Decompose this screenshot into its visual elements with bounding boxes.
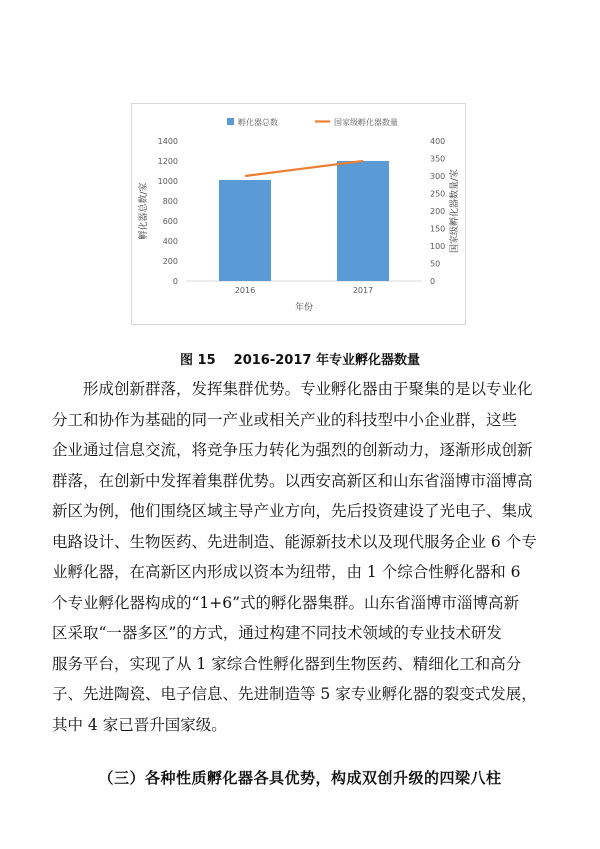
y-tick-label: 600 — [162, 217, 178, 226]
legend-label-bar: 孵化器总数 — [238, 118, 278, 127]
bar-2017 — [337, 161, 389, 281]
paragraph-line: 区采取“一器多区”的方式，通过构建不同技术领域的专业技术研发 — [52, 624, 502, 642]
section-heading: （三）各种性质孵化器各具优势，构成双创升级的四梁八柱 — [98, 769, 502, 787]
y2-tick-label: 50 — [430, 259, 441, 269]
paragraph-line: 服务平台，实现了从 1 家综合性孵化器到生物医药、精细化工和高分 — [52, 654, 522, 673]
y2-tick-label: 100 — [430, 242, 446, 251]
legend-swatch-bar — [227, 118, 234, 125]
legend-label-line: 国家级孵化器数量 — [334, 118, 398, 127]
figure-caption-number: 图 15 — [180, 353, 216, 368]
figure-caption — [0, 349, 600, 368]
paragraph-line: 业孵化器，在高新区内形成以资本为纽带，由 1 个综合性孵化器和 6 — [52, 563, 521, 581]
y2-tick-label: 150 — [430, 224, 446, 234]
paragraph-line: 个专业孵化器构成的“1+6”式的孵化器集群。山东省淄博市淄博高新 — [52, 593, 520, 612]
y2-tick-label: 350 — [430, 154, 446, 164]
body-paragraph — [52, 374, 552, 740]
paragraph-line: 企业通过信息交流，将竞争压力转化为强烈的创新动力，逐渐形成创新 — [52, 441, 533, 459]
y-axis-title: 孵化器总数/家 — [139, 182, 149, 240]
y2-tick-label: 250 — [430, 189, 446, 199]
paragraph-line: 分工和协作为基础的同一产业或相关产业的科技型中小企业群，这些 — [52, 410, 518, 429]
y2-tick-label: 300 — [430, 172, 446, 181]
bar-line-chart — [132, 104, 465, 324]
y-tick-label: 0 — [172, 277, 178, 286]
paragraph-line: 形成创新群落，发挥集群优势。专业孵化器由于聚集的是以专业化 — [83, 380, 533, 398]
x-tick-label: 2017 — [352, 286, 374, 295]
paragraph-line: 其中 4 家已晋升国家级。 — [52, 715, 227, 734]
paragraph-line: 新区为例，他们围绕区域主导产业方向，先后投资建设了光电子、集成 — [52, 502, 533, 520]
bar-2016 — [219, 180, 271, 281]
chart-figure — [131, 103, 466, 325]
x-axis-title: 年份 — [294, 303, 314, 313]
y-tick-label: 1000 — [157, 177, 178, 186]
y-tick-label: 400 — [162, 237, 178, 246]
y-tick-label: 1400 — [157, 137, 178, 146]
paragraph-line: 子、先进陶瓷、电子信息、先进制造等 5 家专业孵化器的裂变式发展， — [52, 685, 537, 703]
y2-axis-title: 国家级孵化器数量/家 — [450, 168, 460, 254]
y2-tick-label: 0 — [430, 277, 436, 286]
x-tick-label: 2016 — [234, 286, 256, 295]
figure-caption-text: 2016-2017 年专业孵化器数量 — [233, 353, 420, 368]
paragraph-line: 电路设计、生物医药、先进制造、能源新技术以及现代服务企业 6 个专 — [52, 532, 537, 551]
y-tick-label: 800 — [162, 197, 178, 206]
paragraph-line: 群落，在创新中发挥着集群优势。以西安高新区和山东省淄博市淄博高 — [52, 471, 533, 490]
y-tick-label: 1200 — [157, 157, 178, 166]
y2-tick-label: 200 — [430, 207, 446, 216]
y-tick-label: 200 — [162, 257, 178, 266]
y2-tick-label: 400 — [430, 137, 446, 146]
